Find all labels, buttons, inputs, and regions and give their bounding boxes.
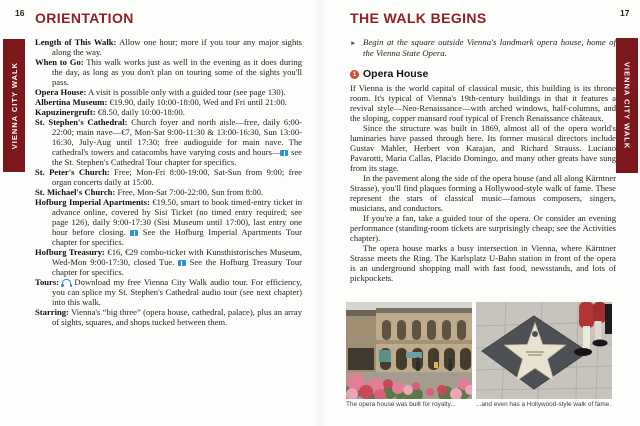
entry-label: Hofburg Treasury: [35, 247, 105, 257]
photo-caption-right: ...and even has a Hollywood-style walk of fame. [476, 401, 611, 408]
orientation-entry-st-michaels [35, 187, 302, 197]
entry-label: St. Peter's Church: [35, 167, 110, 177]
orientation-entry-st-peters [35, 167, 302, 187]
entry-label: Tours: [35, 277, 60, 287]
entry-text: Vienna's “big three” (opera house, cathedral, palace), plus an array of sights, squares, and shops tucked between them. [52, 307, 302, 327]
direction-note-text: Begin at the square outside Vienna's landmark opera house, home of the Vienna State Opera. [363, 37, 616, 58]
opera-paragraph: In the pavement along the side of the opera house (and all along Kärntner Strasse), you'll find plaques forming a Hollywood-style walk of fame. These represent the stars of classical music—famous composers, singers, musicians, and conductors. [350, 173, 616, 213]
orientation-heading: ORIENTATION [35, 10, 134, 26]
headphones-icon [62, 279, 71, 286]
entry-label: Opera House: [35, 87, 87, 97]
stop-1-marker-icon: 1 [350, 70, 359, 79]
entry-text: €16, €29 combo-ticket with Kunsthistorisches Museum, Wed-Mon 9:00-17:30, closed Tue. [52, 247, 302, 267]
entry-label: Hofburg Imperial Apartments: [35, 197, 150, 207]
left-page [35, 10, 302, 327]
direction-bullet-icon: ► [350, 39, 357, 47]
page-number-right: 17 [620, 8, 630, 18]
vienna-city-walk-tab-right [616, 38, 638, 173]
entry-text: See the Hofburg Imperial Apartments Tour chapter for specifics. [52, 227, 302, 247]
photo-block [346, 302, 616, 409]
opera-paragraph: The opera house marks a busy intersection in Vienna, where Kärntner Strasse meets the Ring. The Karlsplatz U-Bahn station in front of the opera is an underground shopping mall with fast food, newsstands, and lots of pickpockets. [350, 243, 616, 283]
orientation-entry-albertina [35, 97, 302, 107]
opera-paragraph: Since the structure was built in 1869, almost all of the opera world's luminaries have passed through here. Its former musical directors include Gustav Mahler, Herbert von Karajan, and Richard Strauss. Luciano Pavarotti, Maria Callas, Placido Domingo, and many other greats have sung from its stage. [350, 123, 616, 173]
direction-note [350, 37, 616, 58]
orientation-entry-hofburg-treasury [35, 247, 302, 277]
opera-house-section-heading [350, 68, 616, 80]
walk-of-fame-photo [476, 302, 612, 399]
orientation-entry-hofburg-apartments [35, 197, 302, 247]
page-gutter [314, 0, 326, 426]
opera-paragraph: If Vienna is the world capital of classical music, this building is its throne room. It's typical of Vienna's 19th-century buildings in that it features a revival style—Neo-Renaissance—with arched windows, half-columns, and the sloping, copper mansard roof typical of French Renaissance châteaux. [350, 83, 616, 123]
entry-label: St. Michael's Church: [35, 187, 116, 197]
entry-text: Free; Mon-Fri 8:00-19:00, Sat-Sun from 9:00; free organ concerts daily at 15:00. [52, 167, 302, 187]
orientation-entry-length [35, 37, 302, 57]
orientation-entry-kapuzinergruft [35, 107, 302, 117]
book-icon [178, 260, 186, 266]
entry-label: Length of This Walk: [35, 37, 117, 47]
vienna-city-walk-tab-left [3, 39, 25, 172]
orientation-entry-starring [35, 307, 302, 327]
entry-text: €8.50, daily 10:00-18:00. [97, 107, 185, 117]
orientation-entry-st-stephens [35, 117, 302, 167]
entry-text: This walk works just as well in the evening as it does during the day, as long as you don't plan on touring some of the sights you'll pass. [52, 57, 302, 87]
book-icon [280, 150, 288, 156]
walk-begins-heading: THE WALK BEGINS [350, 10, 487, 26]
orientation-entry-tours [35, 277, 302, 307]
book-icon [130, 230, 138, 236]
opera-paragraph: If you're a fan, take a guided tour of the opera. Or consider an evening performance (standing-room tickets are surprisingly cheap; see the Activities chapter). [350, 213, 616, 243]
entry-text: Allow one hour; more if you tour any major sights along the way. [52, 37, 302, 57]
tab-label: VIENNA CITY WALK [622, 61, 632, 150]
tab-label: VIENNA CITY WALK [9, 61, 19, 150]
page-number-left: 16 [15, 8, 25, 18]
opera-house-title: Opera House [363, 68, 429, 80]
entry-text: See the Hofburg Treasury Tour chapter for specifics. [52, 257, 302, 277]
entry-text: €19.90, daily 10:00-18:00, Wed and Fri until 21:00. [109, 97, 287, 107]
photo-caption-left: The opera house was built for royalty... [346, 401, 456, 408]
entry-label: St. Stephen's Cathedral: [35, 117, 128, 127]
orientation-entry-opera-house [35, 87, 302, 97]
entry-text: Church foyer and north aisle—free, daily 6:00-22:00; main nave—€7, Mon-Sat 9:00-11:30 & 13:00-16:30, Sun 13:00-16:30, July-Aug until 17:30; free audioguide for main nave. The cathedral's towers and catacombs have varying costs and hours— [52, 117, 302, 157]
entry-label: Starring: [35, 307, 69, 317]
opera-house-photo [346, 302, 472, 399]
entry-text: €19.50, smart to book timed-entry ticket in advance online, covered by Sisi Ticket (no timed entry required; see page 126), daily 9:00-17:30 (Sisi Museum until 17:00), last entry one hour before closing. [52, 197, 302, 237]
right-page [350, 10, 616, 283]
orientation-entry-when-to-go [35, 57, 302, 87]
entry-text: A visit is possible only with a guided tour (see page 130). [88, 87, 286, 97]
entry-text: Free, Mon-Sat 7:00-22:00, Sun from 8:00. [117, 187, 264, 197]
entry-label: When to Go: [35, 57, 84, 67]
entry-text: Download my free Vienna City Walk audio tour. For efficiency, you can splice my St. Stephen's Cathedral audio tour (see next chapter) into this walk. [52, 277, 302, 307]
entry-label: Kapuzinergruft: [35, 107, 96, 117]
entry-text: see the St. Stephen's Cathedral Tour chapter for specifics. [52, 147, 302, 167]
entry-label: Albertina Museum: [35, 97, 108, 107]
